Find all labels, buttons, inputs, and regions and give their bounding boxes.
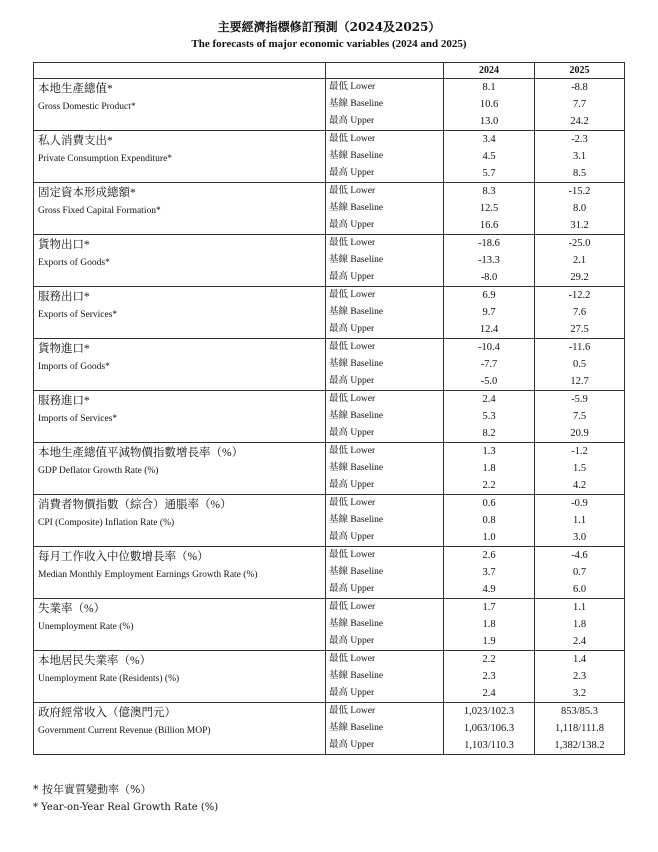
scenario-label-upper: 最高 Upper [326,477,444,495]
scenario-label-upper: 最高 Upper [326,425,444,443]
table-row [34,391,625,409]
value-2025: 1.5 [535,460,625,477]
scenario-label-lower: 最低 Lower [326,235,444,253]
variable-name-en: CPI (Composite) Inflation Rate (%) [38,518,175,528]
value-2024: 12.4 [444,321,535,339]
value-2024: -5.0 [444,373,535,391]
table-row [34,547,625,565]
variable-name-zh: 本地居民失業率（%） [38,655,152,667]
scenario-label-baseline: 基線 Baseline [326,356,444,373]
table-row [34,703,625,721]
value-2024: 8.1 [444,79,535,97]
value-2025: 7.7 [535,96,625,113]
scenario-label-upper: 最高 Upper [326,633,444,651]
scenario-label-lower: 最低 Lower [326,339,444,357]
value-2024: 9.7 [444,304,535,321]
value-2025: -11.6 [535,339,625,357]
header-row [34,63,625,79]
table-title-en: The forecasts of major economic variables (2024 and 2025) [191,38,467,50]
value-2025: -12.2 [535,287,625,305]
value-2025: 12.7 [535,373,625,391]
scenario-label-baseline: 基線 Baseline [326,460,444,477]
footnotes [33,781,218,817]
scenario-label-lower: 最低 Lower [326,495,444,513]
scenario-label-upper: 最高 Upper [326,581,444,599]
value-2024: 1,023/102.3 [444,703,535,721]
variable-label-cell [34,391,326,443]
variable-name-zh: 服務進口* [38,395,90,407]
value-2024: 2.2 [444,477,535,495]
value-2025: -1.2 [535,443,625,461]
table-row [34,183,625,201]
value-2024: -13.3 [444,252,535,269]
value-2025: 7.5 [535,408,625,425]
value-2025: 27.5 [535,321,625,339]
variable-label-cell [34,131,326,183]
table-row [34,131,625,149]
value-2024: 2.4 [444,685,535,703]
value-2025: 1.1 [535,512,625,529]
value-2024: 1.0 [444,529,535,547]
scenario-label-lower: 最低 Lower [326,131,444,149]
forecast-table [33,62,625,755]
variable-label-cell [34,495,326,547]
value-2024: 12.5 [444,200,535,217]
scenario-label-lower: 最低 Lower [326,391,444,409]
variable-name-zh: 失業率（%） [38,603,106,615]
value-2025: 8.5 [535,165,625,183]
value-2024: 1.9 [444,633,535,651]
scenario-label-lower: 最低 Lower [326,79,444,97]
value-2025: 3.2 [535,685,625,703]
value-2025: 2.1 [535,252,625,269]
table-row [34,339,625,357]
table-row [34,235,625,253]
value-2024: -10.4 [444,339,535,357]
variable-label-cell [34,443,326,495]
value-2025: 31.2 [535,217,625,235]
value-2024: 1.7 [444,599,535,617]
scenario-label-upper: 最高 Upper [326,269,444,287]
table-row [34,287,625,305]
value-2024: 4.5 [444,148,535,165]
value-2024: -7.7 [444,356,535,373]
scenario-label-lower: 最低 Lower [326,443,444,461]
scenario-label-lower: 最低 Lower [326,599,444,617]
variable-name-zh: 服務出口* [38,291,90,303]
value-2024: 2.4 [444,391,535,409]
scenario-label-lower: 最低 Lower [326,547,444,565]
header-blank [34,63,326,79]
value-2025: 1,118/111.8 [535,720,625,737]
scenario-label-upper: 最高 Upper [326,529,444,547]
scenario-label-baseline: 基線 Baseline [326,616,444,633]
table-row [34,599,625,617]
variable-name-zh: 固定資本形成總額* [38,187,136,199]
table-row [34,651,625,669]
variable-name-en: Imports of Goods* [38,362,110,372]
variable-name-zh: 每月工作收入中位數增長率（%） [38,551,209,563]
variable-label-cell [34,599,326,651]
variable-name-zh: 政府經常收入（億澳門元） [38,707,176,719]
value-2024: 2.2 [444,651,535,669]
value-2025: -0.9 [535,495,625,513]
header-year-2024: 2024 [444,63,535,79]
table-row [34,443,625,461]
variable-name-en: Government Current Revenue (Billion MOP) [38,726,211,736]
value-2024: 3.7 [444,564,535,581]
value-2024: 2.3 [444,668,535,685]
value-2025: 3.1 [535,148,625,165]
scenario-label-lower: 最低 Lower [326,703,444,721]
scenario-label-baseline: 基線 Baseline [326,96,444,113]
value-2024: 5.7 [444,165,535,183]
scenario-label-baseline: 基線 Baseline [326,408,444,425]
variable-name-en: Unemployment Rate (%) [38,622,134,632]
footnote-zh: * 按年實質變動率（%） [33,783,152,796]
value-2025: 7.6 [535,304,625,321]
value-2024: 8.3 [444,183,535,201]
variable-name-zh: 貨物出口* [38,239,90,251]
scenario-label-upper: 最高 Upper [326,217,444,235]
variable-name-en: Gross Domestic Product* [38,102,136,112]
value-2024: 4.9 [444,581,535,599]
value-2025: 1,382/138.2 [535,737,625,755]
value-2024: 1.8 [444,460,535,477]
value-2025: 20.9 [535,425,625,443]
value-2024: 1.3 [444,443,535,461]
scenario-label-baseline: 基線 Baseline [326,252,444,269]
value-2024: 3.4 [444,131,535,149]
value-2025: -4.6 [535,547,625,565]
value-2025: 1.8 [535,616,625,633]
value-2025: 3.0 [535,529,625,547]
value-2025: 1.1 [535,599,625,617]
variable-label-cell [34,183,326,235]
value-2025: -15.2 [535,183,625,201]
variable-label-cell [34,651,326,703]
table-row [34,79,625,97]
scenario-label-upper: 最高 Upper [326,165,444,183]
value-2025: 853/85.3 [535,703,625,721]
scenario-label-upper: 最高 Upper [326,321,444,339]
value-2024: 1.8 [444,616,535,633]
value-2024: 1,103/110.3 [444,737,535,755]
value-2025: 1.4 [535,651,625,669]
value-2025: 24.2 [535,113,625,131]
value-2024: 0.8 [444,512,535,529]
value-2024: -8.0 [444,269,535,287]
scenario-label-lower: 最低 Lower [326,287,444,305]
scenario-label-baseline: 基線 Baseline [326,200,444,217]
value-2024: 0.6 [444,495,535,513]
value-2024: 13.0 [444,113,535,131]
variable-name-en: Private Consumption Expenditure* [38,154,173,164]
header-year-2025: 2025 [535,63,625,79]
scenario-label-upper: 最高 Upper [326,737,444,755]
variable-label-cell [34,703,326,755]
value-2025: -2.3 [535,131,625,149]
footnote-en: * Year-on-Year Real Growth Rate (%) [33,802,219,813]
value-2025: -25.0 [535,235,625,253]
variable-label-cell [34,339,326,391]
table-body [34,79,625,755]
variable-name-zh: 私人消費支出* [38,135,113,147]
variable-label-cell [34,79,326,131]
value-2025: -5.9 [535,391,625,409]
scenario-label-lower: 最低 Lower [326,651,444,669]
value-2025: 6.0 [535,581,625,599]
value-2024: 1,063/106.3 [444,720,535,737]
variable-name-en: Gross Fixed Capital Formation* [38,206,161,216]
variable-name-en: GDP Deflator Growth Rate (%) [38,466,159,476]
scenario-label-baseline: 基線 Baseline [326,668,444,685]
value-2025: 0.7 [535,564,625,581]
table-row [34,495,625,513]
table-title-zh: 主要經濟指標修訂預測（2024及2025） [217,20,441,34]
scenario-label-lower: 最低 Lower [326,183,444,201]
value-2025: 4.2 [535,477,625,495]
variable-name-zh: 本地生產總值* [38,83,113,95]
variable-label-cell [34,547,326,599]
scenario-label-baseline: 基線 Baseline [326,564,444,581]
value-2024: -18.6 [444,235,535,253]
variable-label-cell [34,235,326,287]
variable-name-en: Median Monthly Employment Earnings Growth Rate (%) [38,570,258,580]
scenario-label-upper: 最高 Upper [326,113,444,131]
value-2024: 6.9 [444,287,535,305]
value-2024: 8.2 [444,425,535,443]
value-2025: 8.0 [535,200,625,217]
scenario-label-baseline: 基線 Baseline [326,512,444,529]
value-2024: 16.6 [444,217,535,235]
scenario-label-upper: 最高 Upper [326,373,444,391]
scenario-label-upper: 最高 Upper [326,685,444,703]
variable-name-en: Exports of Goods* [38,258,110,268]
value-2024: 5.3 [444,408,535,425]
value-2025: 0.5 [535,356,625,373]
scenario-label-baseline: 基線 Baseline [326,148,444,165]
variable-label-cell [34,287,326,339]
scenario-label-baseline: 基線 Baseline [326,720,444,737]
variable-name-en: Imports of Services* [38,414,118,424]
variable-name-zh: 貨物進口* [38,343,90,355]
variable-name-zh: 本地生產總值平減物價指數增長率（%） [38,447,244,459]
variable-name-en: Exports of Services* [38,310,118,320]
value-2025: 2.3 [535,668,625,685]
variable-name-en: Unemployment Rate (Residents) (%) [38,674,180,684]
value-2025: 2.4 [535,633,625,651]
value-2024: 2.6 [444,547,535,565]
value-2025: -8.8 [535,79,625,97]
header-scenario-blank [326,63,444,79]
value-2025: 29.2 [535,269,625,287]
value-2024: 10.6 [444,96,535,113]
scenario-label-baseline: 基線 Baseline [326,304,444,321]
variable-name-zh: 消費者物價指數（綜合）通脹率（%） [38,499,232,511]
